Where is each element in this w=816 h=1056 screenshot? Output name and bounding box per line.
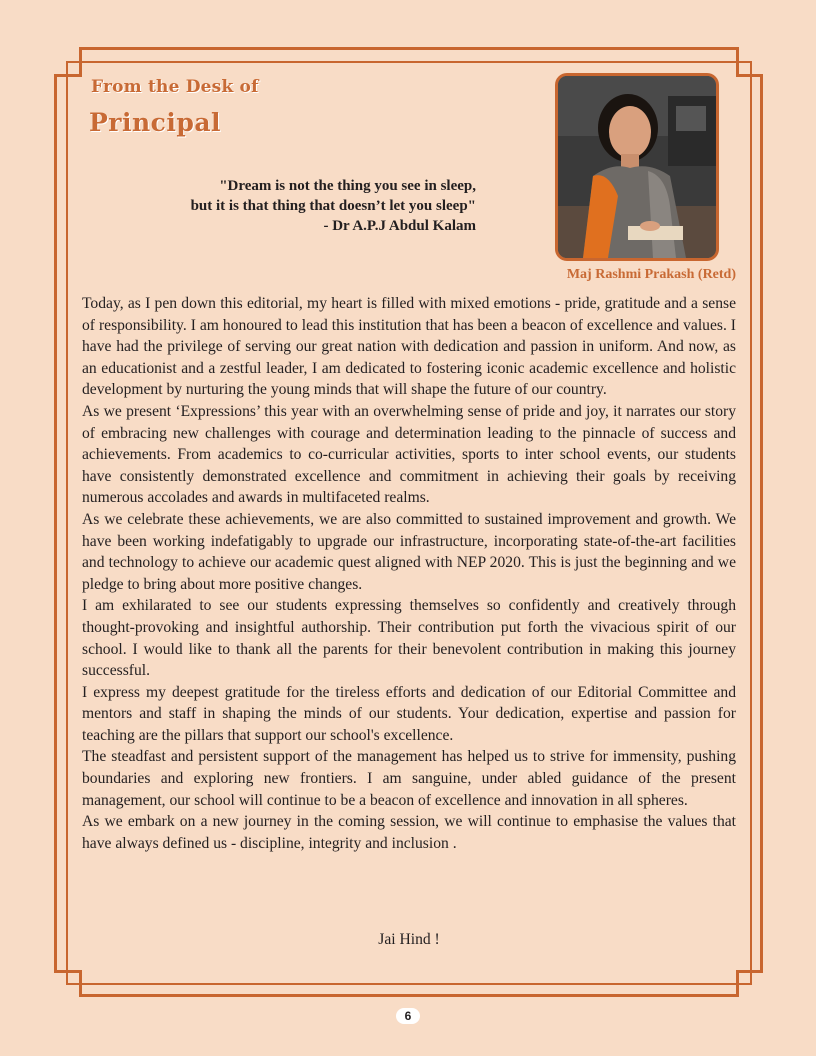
frame-outer-bottom xyxy=(79,994,739,997)
quote-line-1: "Dream is not the thing you see in sleep, xyxy=(219,178,476,194)
frame-conn-tl xyxy=(54,74,82,77)
paragraph-3: As we celebrate these achievements, we are also committed to sustained improvement and growth. We have been working indefatigably to upgrade our infrastructure, incorporating state-of-the-art facilities and technology to achieve our academic quest aligned with NEP 2020. This is just the beginning and we pledge to bring about more positive changes. xyxy=(82,510,736,593)
frame-side-left xyxy=(54,74,57,973)
page-title: Principal xyxy=(89,108,222,137)
frame-inner-bottom xyxy=(66,983,752,985)
paragraph-6: The steadfast and persistent support of the management has helped us to strive for immensity, pushing boundaries and exploring new frontiers. I am sanguine, under abled guidance of the present management, our school will continue to be a beacon of excellence and innovation in all spheres. xyxy=(82,748,736,809)
principal-photo xyxy=(555,73,719,261)
frame-side-right xyxy=(760,74,763,973)
page-number: 6 xyxy=(396,1008,420,1024)
quote-line-2: but it is that thing that doesn’t let you sleep" xyxy=(190,198,476,214)
frame-conn-bl xyxy=(54,970,82,973)
frame-inner-top xyxy=(66,61,752,63)
paragraph-7: As we embark on a new journey in the coming session, we will continue to emphasise the values that have always defined us - discipline, integrity and inclusion . xyxy=(82,813,736,852)
header-subtitle: From the Desk of xyxy=(91,77,259,97)
paragraph-1: Today, as I pen down this editorial, my heart is filled with mixed emotions - pride, gratitude and a sense of responsibility. I am honoured to lead this institution that has been a beacon of excellence and values. I have had the privilege of serving our great nation with dedication and passion in uniform. And now, as an educationist and a zestful leader, I am dedicated to fostering iconic academic excellence and holistic development by nurturing the young minds that will shape the future of our country. xyxy=(82,295,736,399)
frame-inner-right xyxy=(750,61,752,985)
closing-line: Jai Hind ! xyxy=(378,931,440,948)
paragraph-2: As we present ‘Expressions’ this year with an overwhelming sense of pride and joy, it narrates our story of embracing new challenges with courage and determination leading to the pinnacle of success and achievements. From academics to co-curricular activities, sports to inter school events, our students have consistently demonstrated excellence and commitment in achieving their goals by receiving numerous accolades and awards in multifaceted realms. xyxy=(82,402,736,507)
editorial-body xyxy=(82,293,736,854)
quote-attribution: - Dr A.P.J Abdul Kalam xyxy=(323,218,476,234)
paragraph-4: I am exhilarated to see our students expressing themselves so confidently and creatively through thought-provoking and insightful authorship. Their contribution put forth the vivacious spirit of our school. I would like to thank all the parents for their benevolent contribution in making this journey successful. xyxy=(82,597,736,680)
quote-block xyxy=(130,176,476,236)
frame-inner-left xyxy=(66,61,68,985)
paragraph-5: I express my deepest gratitude for the tireless efforts and dedication of our Editorial Committee and mentors and staff in shaping the minds of our students. Your dedication, expertise and passion for teaching are the pillars that support our school's excellence. xyxy=(82,683,736,744)
frame-outer-top xyxy=(79,47,739,50)
principal-portrait-icon xyxy=(558,76,716,258)
principal-name: Maj Rashmi Prakash (Retd) xyxy=(566,267,736,282)
